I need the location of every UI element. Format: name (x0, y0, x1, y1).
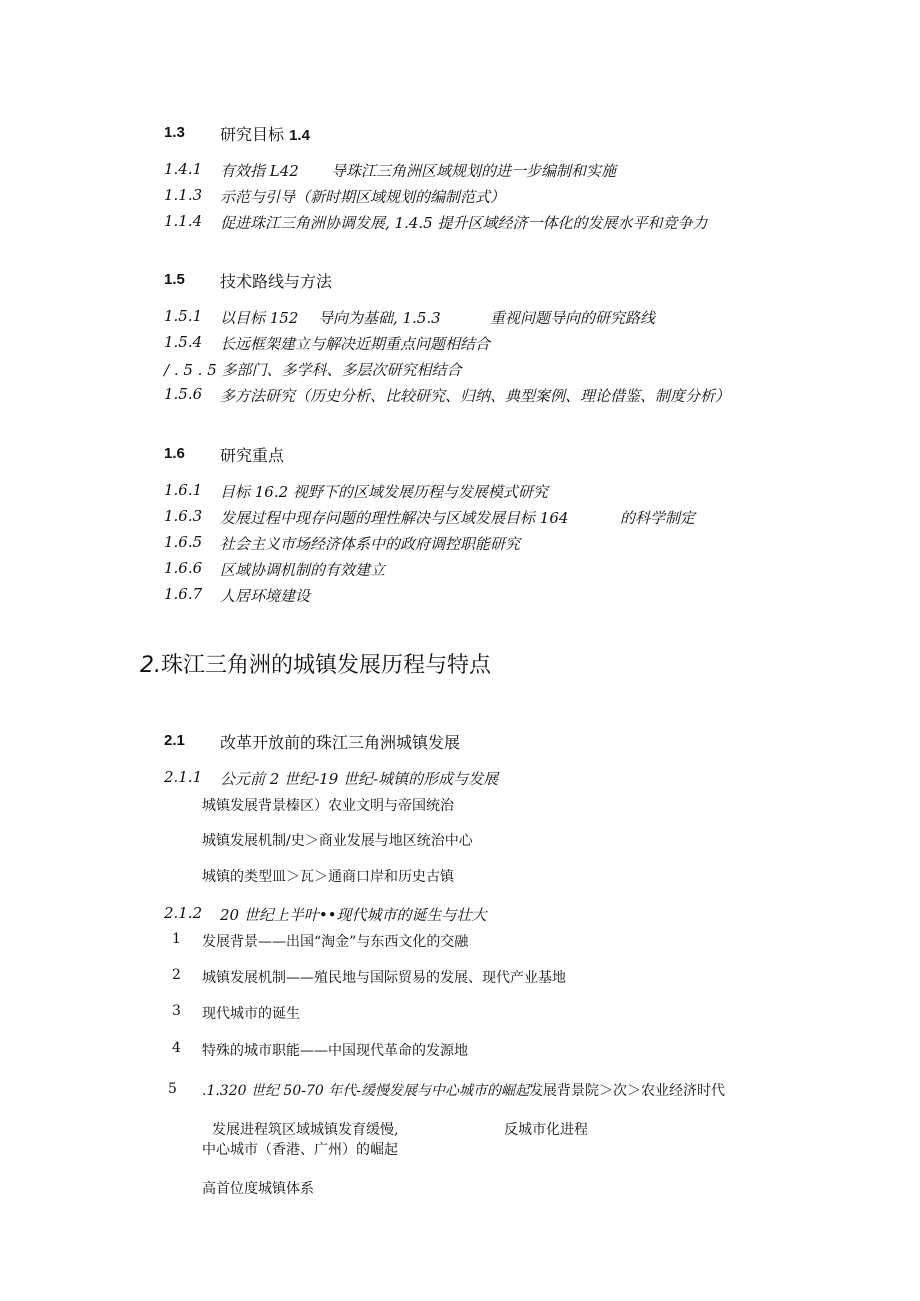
item-1-5-6-text: 多方法研究（历史分析、比较研究、归纳、典型案例、理论借鉴、制度分析） (220, 387, 731, 405)
body-line: 发展进程筑区域城镇发育缓慢, (212, 1122, 399, 1138)
item-2-1-2-number: 2.1.2 (164, 904, 203, 922)
item-2-1-3-background: 发展背景院＞次＞农业经济时代 (528, 1083, 725, 1099)
list-item-5 (202, 1080, 725, 1100)
chapter-2-number: 2. (140, 653, 161, 678)
item-2-1-1-text: 公元前 2 世纪-19 世纪-城镇的形成与发展 (220, 770, 499, 788)
item-2-1-2-text: 20 世纪上半叶••现代城市的诞生与壮大 (220, 906, 487, 924)
item-1-1-3-number: 1.1.3 (164, 186, 203, 204)
heading-1-6-number: 1.6 (164, 445, 185, 462)
item-1-5-4-text: 长远框架建立与解决近期重点问题相结合 (220, 335, 491, 353)
heading-1-3-title (220, 122, 310, 145)
item-1-6-7-number: 1.6.7 (164, 585, 203, 603)
item-2-1-1-number: 2.1.1 (164, 768, 203, 786)
list-number: 3 (172, 1003, 181, 1019)
item-1-1-3-text: 示范与引导（新时期区域规划的编制范式） (220, 188, 506, 206)
list-number: 1 (172, 931, 181, 947)
heading-1-5-number: 1.5 (164, 271, 185, 288)
body-line: 城镇的类型皿＞瓦＞通商口岸和历史古镇 (202, 869, 454, 885)
item-1-5-4-number: 1.5.4 (164, 333, 203, 351)
item-1-4-1-text-b: 导珠江三角洲区域规划的进一步编制和实施 (331, 162, 617, 180)
list-item: 发展背景——出国“淘金”与东西文化的交融 (202, 934, 469, 950)
heading-1-5-title: 技术路线与方法 (220, 272, 333, 291)
heading-1-3-text: 研究目标 (220, 125, 290, 144)
item-1-4-1-text-a: 有效指 L42 (220, 162, 299, 180)
chapter-2-heading (140, 648, 491, 679)
item-1-5-5-text: / . 5 . 5 多部门、多学科、多层次研究相结合 (164, 361, 462, 379)
body-line: 反城市化进程 (504, 1122, 588, 1138)
item-1-6-6-number: 1.6.6 (164, 559, 203, 577)
list-number: 2 (172, 967, 181, 983)
heading-1-3-number: 1.3 (164, 124, 185, 141)
body-line: 城镇发展背景榛区）农业文明与帝国统治 (202, 798, 454, 814)
item-1-6-1-text: 目标 16.2 视野下的区域发展历程与发展模式研究 (220, 483, 548, 501)
item-1-4-1-number: 1.4.1 (164, 160, 203, 178)
item-1-6-3-text-a: 发展过程中现存问题的理性解决与区域发展目标 164 (220, 509, 569, 527)
heading-1-4-number: 1.4 (289, 127, 310, 144)
body-line: 城镇发展机制/史＞商业发展与地区统治中心 (202, 833, 473, 849)
list-item: 城镇发展机制——殖民地与国际贸易的发展、现代产业基地 (202, 970, 566, 986)
body-line: 高首位度城镇体系 (202, 1181, 314, 1197)
item-1-6-3-text-b: 的科学制定 (620, 509, 696, 527)
body-line: 中心城市（香港、广州）的崛起 (202, 1142, 398, 1158)
item-1-6-5-text: 社会主义市场经济体系中的政府调控职能研究 (220, 535, 521, 553)
item-1-6-5-number: 1.6.5 (164, 533, 203, 551)
item-1-6-1-number: 1.6.1 (164, 481, 203, 499)
list-item: 现代城市的诞生 (202, 1006, 300, 1022)
item-1-5-1-text-a: 以目标 152 (220, 309, 299, 327)
list-number: 4 (172, 1040, 181, 1056)
item-1-5-1-text-b: 导向为基础, 1.5.3 (318, 309, 441, 327)
heading-1-6-title: 研究重点 (220, 446, 285, 465)
list-item: 特殊的城市职能——中国现代革命的发源地 (202, 1043, 468, 1059)
item-1-1-4-text: 促进珠江三角洲协调发展, 1.4.5 提升区域经济一体化的发展水平和竞争力 (220, 214, 708, 232)
item-1-1-4-number: 1.1.4 (164, 212, 203, 230)
item-1-6-3-number: 1.6.3 (164, 507, 203, 525)
item-1-5-1-number: 1.5.1 (164, 307, 203, 325)
item-1-6-7-text: 人居环境建设 (220, 587, 311, 605)
item-2-1-3-heading: .1.320 世纪 50-70 年代-缓慢发展与中心城市的崛起 (202, 1083, 529, 1099)
item-1-5-6-number: 1.5.6 (164, 385, 203, 403)
heading-2-1-title: 改革开放前的珠江三角洲城镇发展 (220, 733, 461, 752)
chapter-2-title: 珠江三角洲的城镇发展历程与特点 (161, 653, 492, 678)
heading-2-1-number: 2.1 (164, 732, 185, 749)
list-number: 5 (168, 1081, 177, 1097)
item-1-5-1-text-c: 重视问题导向的研究路线 (490, 309, 656, 327)
item-1-6-6-text: 区域协调机制的有效建立 (220, 561, 386, 579)
